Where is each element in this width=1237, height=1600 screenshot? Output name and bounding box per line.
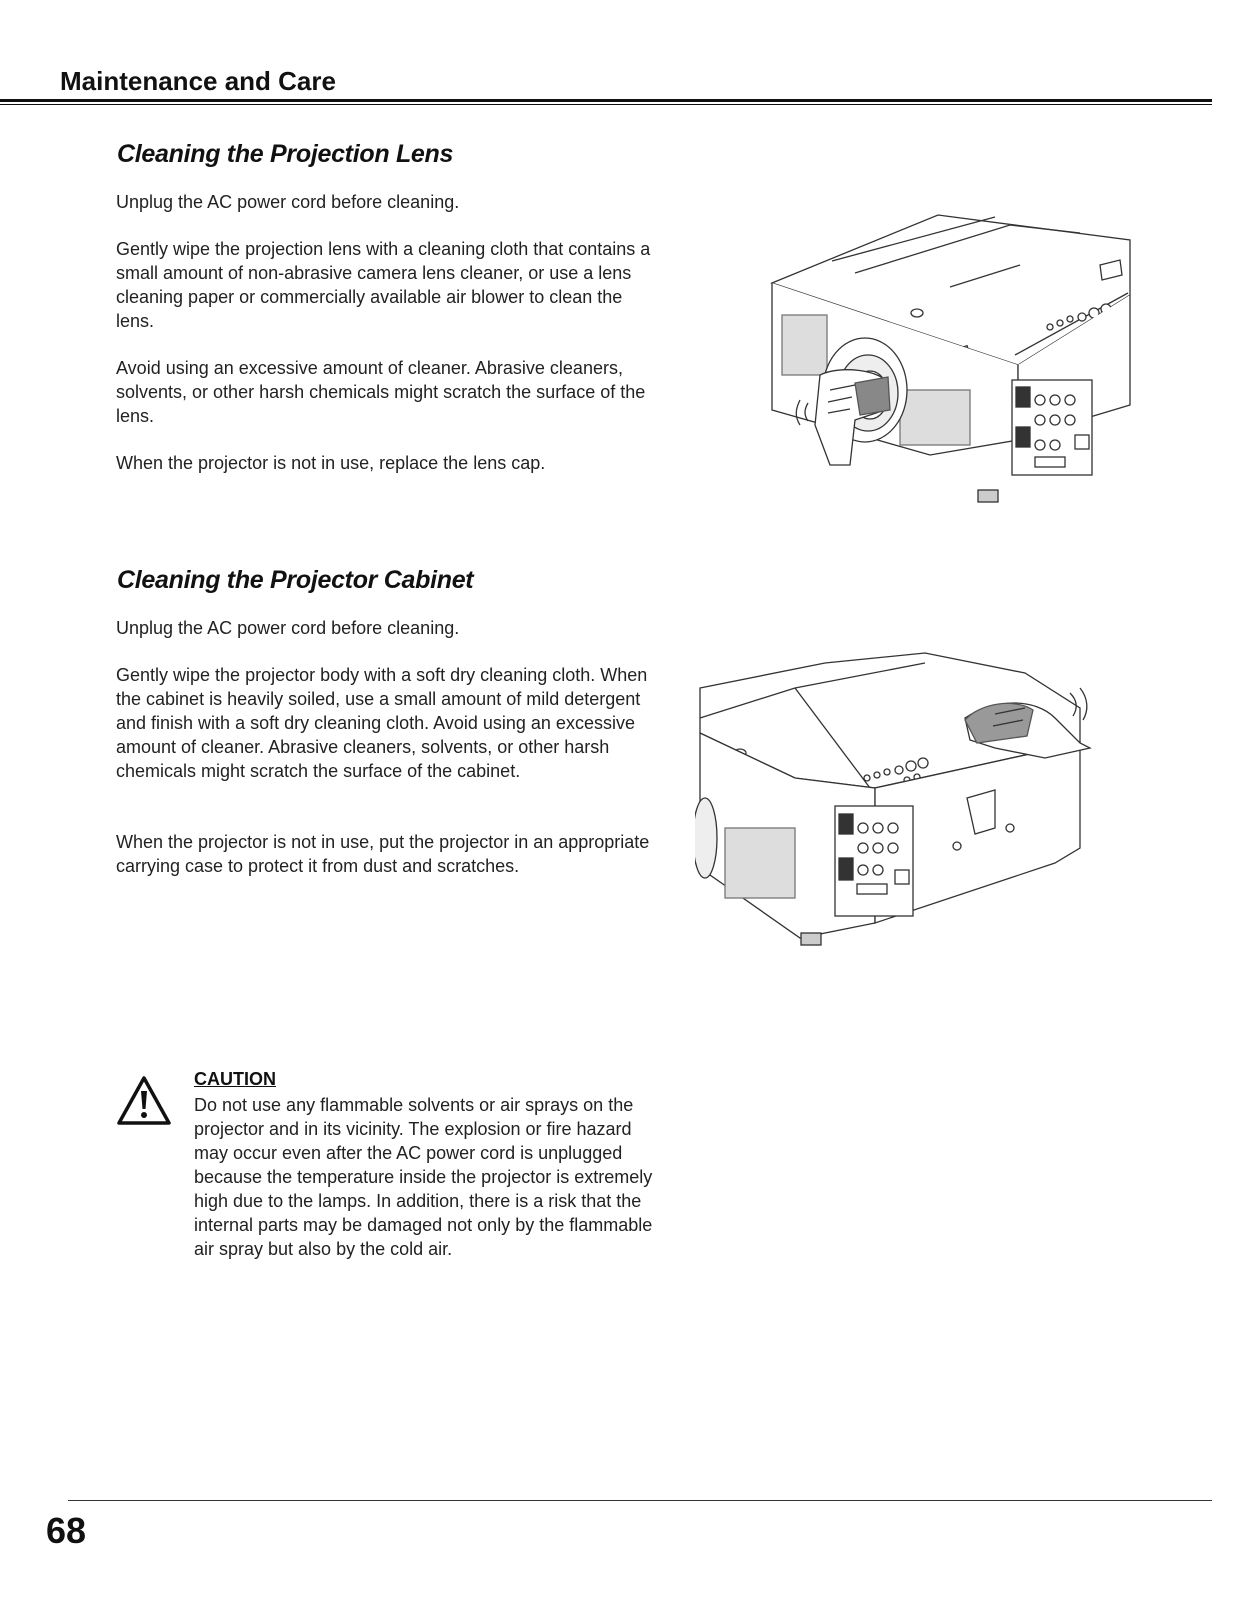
lens-cleaning-illustration <box>760 205 1140 510</box>
page-number: 68 <box>46 1510 87 1551</box>
lens-para-4: When the projector is not in use, replace the lens cap. <box>116 453 546 473</box>
cabinet-section-title: Cleaning the Projector Cabinet <box>117 566 474 594</box>
cabinet-para-2: Gently wipe the projector body with a soft dry cleaning cloth. When the cabinet is heavily soiled, use a small amount of mild detergent and finish with a soft dry cleaning cloth. Avoid using an excessive amount of cleaner. Abrasive cleaners, solvents, or other harsh chemicals might scratch the surface of the cabinet. <box>116 665 648 781</box>
cabinet-para-3: When the projector is not in use, put the projector in an appropriate carrying case to protect it from dust and scratches. <box>116 832 650 876</box>
cabinet-cleaning-illustration <box>695 648 1100 953</box>
lens-section-title: Cleaning the Projection Lens <box>117 140 454 168</box>
page-section-title: Maintenance and Care <box>60 66 336 96</box>
caution-title: CAUTION <box>194 1069 276 1089</box>
cabinet-para-1: Unplug the AC power cord before cleaning. <box>116 618 460 638</box>
footer-divider <box>68 1500 1212 1501</box>
caution-text: Do not use any flammable solvents or air sprays on the projector and in its vicinity. The explosion or fire hazard may occur even after the AC power cord is unplugged because the temperature inside the projector is extremely high due to the lamps. In addition, there is a risk that the internal parts may be damaged not only by the flammable air spray but also by the cold air. <box>194 1095 653 1259</box>
lens-para-2: Gently wipe the projection lens with a cleaning cloth that contains a small amount of non-abrasive camera lens cleaner, or use a lens cleaning paper or commercially available air blower to clean the lens. <box>116 239 651 331</box>
header-divider-thin <box>0 104 1212 105</box>
header-divider <box>0 99 1212 102</box>
lens-para-3: Avoid using an excessive amount of cleaner. Abrasive cleaners, solvents, or other harsh chemicals might scratch the surface of the lens. <box>116 358 646 426</box>
lens-para-1: Unplug the AC power cord before cleaning. <box>116 192 460 212</box>
warning-triangle-icon <box>116 1075 172 1127</box>
